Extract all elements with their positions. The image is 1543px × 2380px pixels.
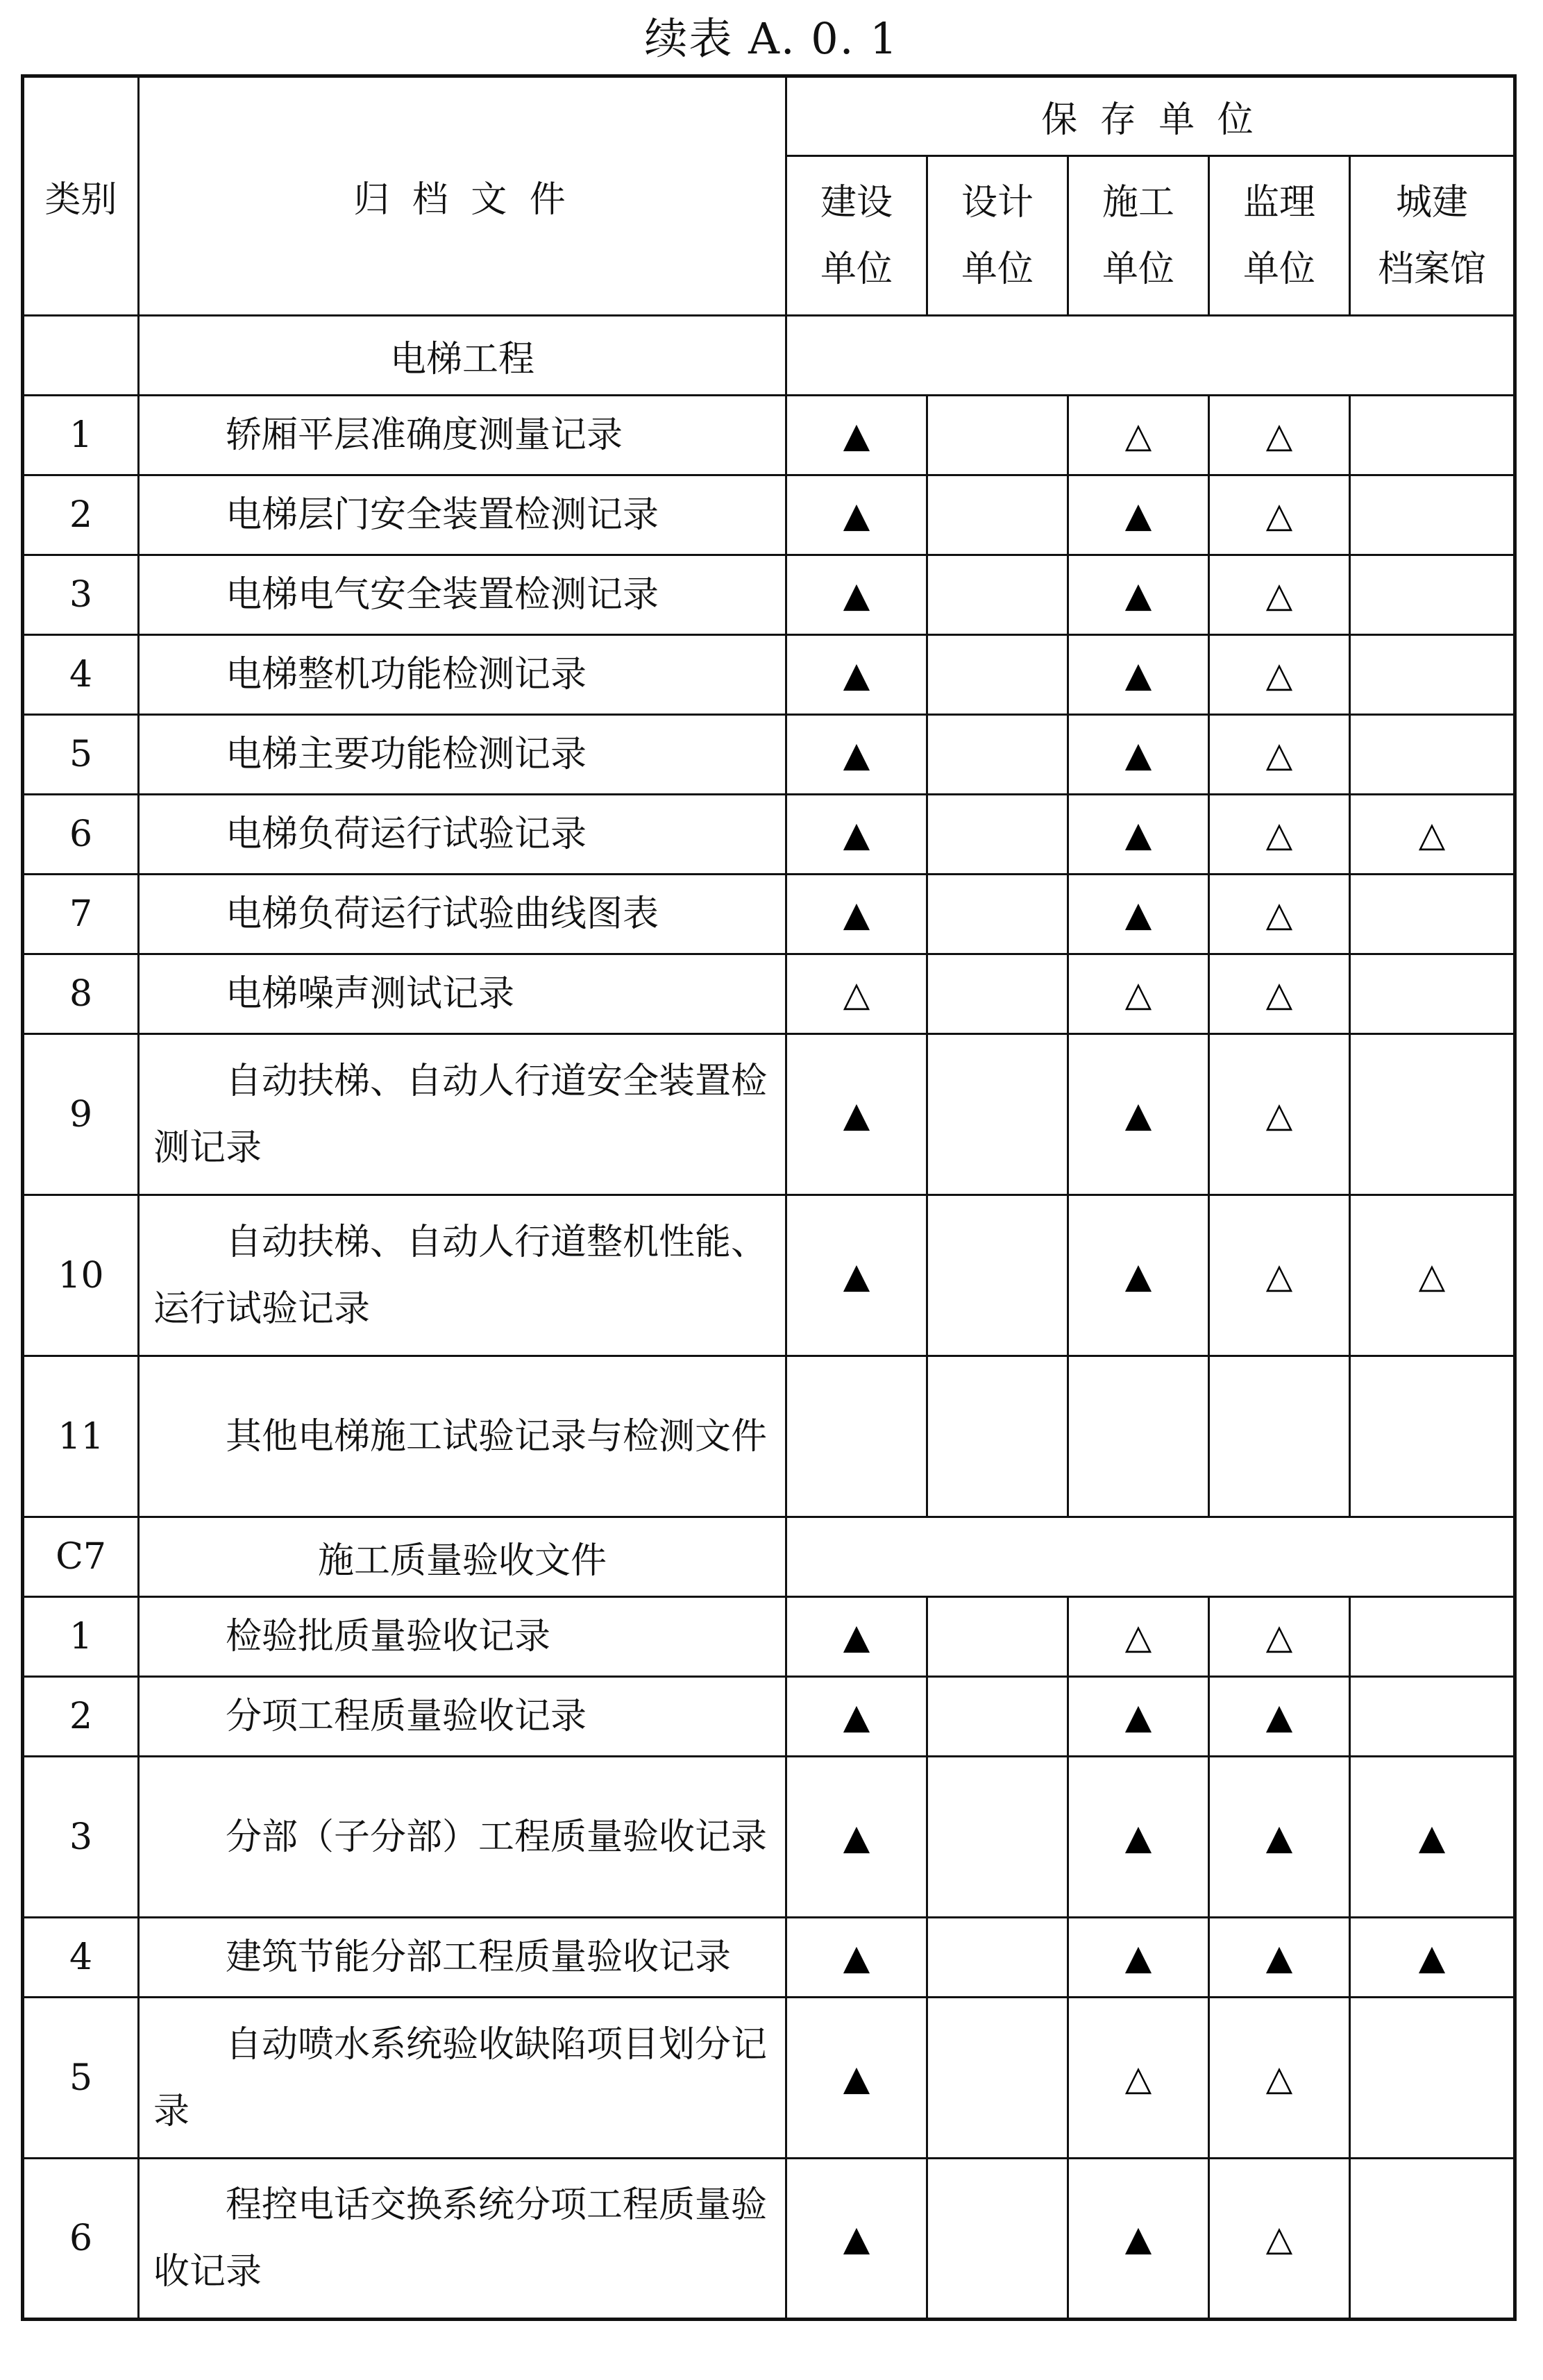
hollow-triangle-icon: △ xyxy=(1265,495,1293,535)
hollow-triangle-icon: △ xyxy=(1265,734,1293,775)
row-number: 8 xyxy=(23,954,139,1034)
storage-cell-4 xyxy=(1350,1356,1515,1517)
document-name: 程控电话交换系统分项工程质量验收记录 xyxy=(139,2159,786,2320)
hollow-triangle-icon: △ xyxy=(1265,894,1293,934)
hollow-triangle-icon: △ xyxy=(1265,1255,1293,1296)
storage-cell-1 xyxy=(927,795,1068,875)
hollow-triangle-icon: △ xyxy=(1124,415,1152,455)
storage-cell-4 xyxy=(1350,635,1515,715)
storage-cell-1 xyxy=(927,396,1068,475)
row-number: 1 xyxy=(23,396,139,475)
storage-cell-2 xyxy=(1068,1677,1209,1757)
table-row xyxy=(23,1597,1515,1677)
row-number: 4 xyxy=(23,1918,139,1998)
header-storage-units: 保 存 单 位 xyxy=(786,76,1515,156)
storage-cell-1 xyxy=(927,1918,1068,1998)
storage-cell-1 xyxy=(927,1356,1068,1517)
hollow-triangle-icon: △ xyxy=(1265,415,1293,455)
storage-cell-0 xyxy=(786,396,927,475)
storage-cell-0 xyxy=(786,954,927,1034)
storage-cell-1 xyxy=(927,1195,1068,1356)
storage-cell-3 xyxy=(1209,715,1350,795)
storage-cell-0 xyxy=(786,1195,927,1356)
row-number: 10 xyxy=(23,1195,139,1356)
table-row xyxy=(23,954,1515,1034)
row-number: 3 xyxy=(23,1757,139,1918)
hollow-triangle-icon: △ xyxy=(1265,2057,1293,2098)
storage-cell-1 xyxy=(927,635,1068,715)
storage-cell-3 xyxy=(1209,1356,1350,1517)
storage-cell-3 xyxy=(1209,2159,1350,2320)
header-category: 类别 xyxy=(23,76,139,316)
filled-triangle-icon: ▲ xyxy=(1124,2218,1152,2259)
document-name: 建筑节能分部工程质量验收记录 xyxy=(139,1918,786,1998)
header-unit-3: 监理 单位 xyxy=(1209,156,1350,316)
hollow-triangle-icon: △ xyxy=(1265,575,1293,615)
filled-triangle-icon: ▲ xyxy=(843,2218,870,2259)
filled-triangle-icon: ▲ xyxy=(1265,1696,1293,1737)
storage-cell-3 xyxy=(1209,795,1350,875)
table-row xyxy=(23,635,1515,715)
storage-cell-2 xyxy=(1068,954,1209,1034)
hollow-triangle-icon: △ xyxy=(1124,974,1152,1014)
header-unit-0: 建设 单位 xyxy=(786,156,927,316)
storage-cell-1 xyxy=(927,475,1068,555)
header-unit-1: 设计 单位 xyxy=(927,156,1068,316)
storage-cell-0 xyxy=(786,875,927,954)
hollow-triangle-icon: △ xyxy=(1418,814,1446,854)
table-row xyxy=(23,1677,1515,1757)
hollow-triangle-icon: △ xyxy=(1418,1255,1446,1296)
table-row xyxy=(23,795,1515,875)
table-row xyxy=(23,2159,1515,2320)
section-blank xyxy=(786,316,1515,396)
filled-triangle-icon: ▲ xyxy=(843,894,870,934)
hollow-triangle-icon: △ xyxy=(1265,2218,1293,2259)
document-name: 自动扶梯、自动人行道安全装置检测记录 xyxy=(139,1034,786,1195)
table-row xyxy=(23,1034,1515,1195)
filled-triangle-icon: ▲ xyxy=(1124,1094,1152,1135)
filled-triangle-icon: ▲ xyxy=(1265,1816,1293,1857)
filled-triangle-icon: ▲ xyxy=(1265,1937,1293,1977)
storage-cell-1 xyxy=(927,954,1068,1034)
hollow-triangle-icon: △ xyxy=(843,974,870,1014)
document-name: 自动喷水系统验收缺陷项目划分记录 xyxy=(139,1998,786,2159)
storage-cell-0 xyxy=(786,1597,927,1677)
document-name: 电梯整机功能检测记录 xyxy=(139,635,786,715)
storage-cell-4 xyxy=(1350,1757,1515,1918)
filled-triangle-icon: ▲ xyxy=(1124,1937,1152,1977)
storage-cell-0 xyxy=(786,475,927,555)
storage-cell-4 xyxy=(1350,1998,1515,2159)
hollow-triangle-icon: △ xyxy=(1124,2057,1152,2098)
document-name: 电梯负荷运行试验记录 xyxy=(139,795,786,875)
table-row xyxy=(23,1356,1515,1517)
filled-triangle-icon: ▲ xyxy=(843,1255,870,1296)
storage-cell-2 xyxy=(1068,396,1209,475)
filled-triangle-icon: ▲ xyxy=(1418,1816,1446,1857)
storage-cell-3 xyxy=(1209,1597,1350,1677)
row-number: 2 xyxy=(23,1677,139,1757)
storage-cell-2 xyxy=(1068,715,1209,795)
table-row xyxy=(23,555,1515,635)
storage-cell-4 xyxy=(1350,1195,1515,1356)
storage-cell-4 xyxy=(1350,795,1515,875)
storage-cell-1 xyxy=(927,1677,1068,1757)
document-name: 分项工程质量验收记录 xyxy=(139,1677,786,1757)
filled-triangle-icon: ▲ xyxy=(1124,575,1152,615)
table-row xyxy=(23,1195,1515,1356)
filled-triangle-icon: ▲ xyxy=(843,495,870,535)
filled-triangle-icon: ▲ xyxy=(1124,1696,1152,1737)
storage-cell-4 xyxy=(1350,1597,1515,1677)
storage-cell-0 xyxy=(786,1998,927,2159)
filled-triangle-icon: ▲ xyxy=(1124,734,1152,775)
filled-triangle-icon: ▲ xyxy=(843,655,870,695)
storage-cell-3 xyxy=(1209,396,1350,475)
hollow-triangle-icon: △ xyxy=(1265,974,1293,1014)
header-unit-4: 城建 档案馆 xyxy=(1350,156,1515,316)
row-number: 11 xyxy=(23,1356,139,1517)
storage-cell-2 xyxy=(1068,1597,1209,1677)
storage-cell-3 xyxy=(1209,1918,1350,1998)
document-name: 电梯噪声测试记录 xyxy=(139,954,786,1034)
storage-cell-1 xyxy=(927,1998,1068,2159)
storage-cell-4 xyxy=(1350,2159,1515,2320)
table-row xyxy=(23,1998,1515,2159)
filled-triangle-icon: ▲ xyxy=(1124,1255,1152,1296)
hollow-triangle-icon: △ xyxy=(1265,814,1293,854)
storage-cell-2 xyxy=(1068,875,1209,954)
storage-cell-1 xyxy=(927,555,1068,635)
storage-cell-4 xyxy=(1350,1677,1515,1757)
storage-cell-3 xyxy=(1209,1677,1350,1757)
filled-triangle-icon: ▲ xyxy=(1124,1816,1152,1857)
table-caption: 续表 A. 0. 1 xyxy=(644,13,899,64)
row-number: 5 xyxy=(23,1998,139,2159)
document-name: 其他电梯施工试验记录与检测文件 xyxy=(139,1356,786,1517)
storage-cell-0 xyxy=(786,795,927,875)
storage-cell-1 xyxy=(927,2159,1068,2320)
storage-cell-3 xyxy=(1209,555,1350,635)
storage-cell-4 xyxy=(1350,475,1515,555)
row-number: 5 xyxy=(23,715,139,795)
archive-table xyxy=(21,74,1517,2321)
filled-triangle-icon: ▲ xyxy=(1124,655,1152,695)
document-name: 电梯负荷运行试验曲线图表 xyxy=(139,875,786,954)
header-document: 归 档 文 件 xyxy=(139,76,786,316)
filled-triangle-icon: ▲ xyxy=(843,1696,870,1737)
storage-cell-0 xyxy=(786,715,927,795)
table-row xyxy=(23,715,1515,795)
row-number: 3 xyxy=(23,555,139,635)
document-name: 电梯电气安全装置检测记录 xyxy=(139,555,786,635)
section-code: C7 xyxy=(23,1517,139,1597)
document-name: 轿厢平层准确度测量记录 xyxy=(139,396,786,475)
storage-cell-3 xyxy=(1209,1034,1350,1195)
storage-cell-2 xyxy=(1068,1034,1209,1195)
section-code xyxy=(23,316,139,396)
document-name: 检验批质量验收记录 xyxy=(139,1597,786,1677)
section-title: 施工质量验收文件 xyxy=(139,1517,786,1597)
table-row xyxy=(23,1918,1515,1998)
hollow-triangle-icon: △ xyxy=(1124,1617,1152,1657)
storage-cell-2 xyxy=(1068,555,1209,635)
storage-cell-3 xyxy=(1209,1998,1350,2159)
document-name: 电梯层门安全装置检测记录 xyxy=(139,475,786,555)
storage-cell-3 xyxy=(1209,875,1350,954)
storage-cell-3 xyxy=(1209,1757,1350,1918)
filled-triangle-icon: ▲ xyxy=(1124,814,1152,854)
storage-cell-2 xyxy=(1068,1757,1209,1918)
storage-cell-2 xyxy=(1068,635,1209,715)
storage-cell-0 xyxy=(786,555,927,635)
filled-triangle-icon: ▲ xyxy=(1124,894,1152,934)
storage-cell-3 xyxy=(1209,954,1350,1034)
section-row xyxy=(23,1517,1515,1597)
hollow-triangle-icon: △ xyxy=(1265,655,1293,695)
storage-cell-0 xyxy=(786,1918,927,1998)
storage-cell-0 xyxy=(786,1356,927,1517)
filled-triangle-icon: ▲ xyxy=(843,415,870,455)
storage-cell-1 xyxy=(927,715,1068,795)
document-name: 电梯主要功能检测记录 xyxy=(139,715,786,795)
storage-cell-3 xyxy=(1209,475,1350,555)
storage-cell-4 xyxy=(1350,555,1515,635)
filled-triangle-icon: ▲ xyxy=(843,1617,870,1657)
storage-cell-4 xyxy=(1350,396,1515,475)
storage-cell-2 xyxy=(1068,1356,1209,1517)
storage-cell-0 xyxy=(786,635,927,715)
table-row xyxy=(23,475,1515,555)
storage-cell-0 xyxy=(786,2159,927,2320)
storage-cell-1 xyxy=(927,875,1068,954)
filled-triangle-icon: ▲ xyxy=(843,1094,870,1135)
storage-cell-1 xyxy=(927,1757,1068,1918)
filled-triangle-icon: ▲ xyxy=(1418,1937,1446,1977)
storage-cell-2 xyxy=(1068,1918,1209,1998)
storage-cell-2 xyxy=(1068,1998,1209,2159)
storage-cell-3 xyxy=(1209,1195,1350,1356)
filled-triangle-icon: ▲ xyxy=(843,1937,870,1977)
document-name: 分部（子分部）工程质量验收记录 xyxy=(139,1757,786,1918)
section-row xyxy=(23,316,1515,396)
document-name: 自动扶梯、自动人行道整机性能、运行试验记录 xyxy=(139,1195,786,1356)
table-row xyxy=(23,396,1515,475)
storage-cell-4 xyxy=(1350,1034,1515,1195)
row-number: 6 xyxy=(23,795,139,875)
filled-triangle-icon: ▲ xyxy=(843,734,870,775)
row-number: 4 xyxy=(23,635,139,715)
storage-cell-2 xyxy=(1068,2159,1209,2320)
hollow-triangle-icon: △ xyxy=(1265,1617,1293,1657)
storage-cell-2 xyxy=(1068,795,1209,875)
storage-cell-1 xyxy=(927,1034,1068,1195)
header-unit-2: 施工 单位 xyxy=(1068,156,1209,316)
section-title: 电梯工程 xyxy=(139,316,786,396)
filled-triangle-icon: ▲ xyxy=(1124,495,1152,535)
hollow-triangle-icon: △ xyxy=(1265,1094,1293,1135)
storage-cell-4 xyxy=(1350,875,1515,954)
storage-cell-4 xyxy=(1350,715,1515,795)
filled-triangle-icon: ▲ xyxy=(843,575,870,615)
filled-triangle-icon: ▲ xyxy=(843,814,870,854)
storage-cell-2 xyxy=(1068,475,1209,555)
filled-triangle-icon: ▲ xyxy=(843,2057,870,2098)
row-number: 6 xyxy=(23,2159,139,2320)
table-row xyxy=(23,875,1515,954)
row-number: 9 xyxy=(23,1034,139,1195)
storage-cell-0 xyxy=(786,1757,927,1918)
row-number: 2 xyxy=(23,475,139,555)
storage-cell-1 xyxy=(927,1597,1068,1677)
storage-cell-4 xyxy=(1350,954,1515,1034)
storage-cell-3 xyxy=(1209,635,1350,715)
section-blank xyxy=(786,1517,1515,1597)
table-row xyxy=(23,1757,1515,1918)
row-number: 7 xyxy=(23,875,139,954)
storage-cell-0 xyxy=(786,1034,927,1195)
row-number: 1 xyxy=(23,1597,139,1677)
storage-cell-0 xyxy=(786,1677,927,1757)
filled-triangle-icon: ▲ xyxy=(843,1816,870,1857)
storage-cell-2 xyxy=(1068,1195,1209,1356)
storage-cell-4 xyxy=(1350,1918,1515,1998)
